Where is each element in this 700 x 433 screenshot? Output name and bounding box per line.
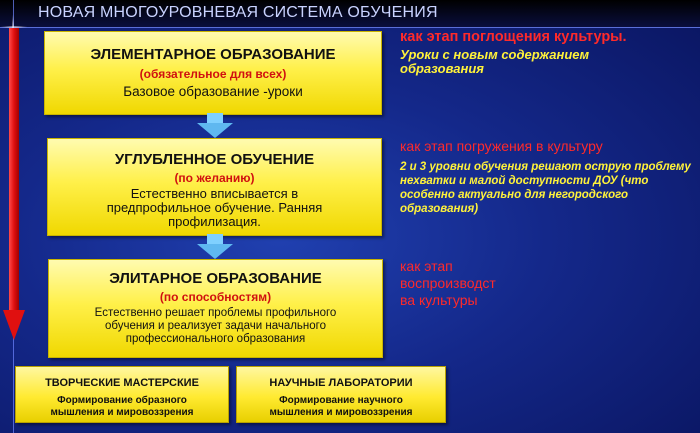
stage-label-absorption: как этап поглощения культуры.: [400, 29, 627, 45]
level-heading: УГЛУБЛЕННОЕ ОБУЧЕНИЕ: [114, 151, 315, 168]
red-arrow-shaft: [9, 28, 19, 310]
blue-arrow-head: [197, 123, 233, 138]
level-box-elementary: [44, 31, 382, 115]
level-box-advanced: [47, 138, 382, 236]
blue-arrow-head: [197, 244, 233, 259]
level-body: Естественно вписывается в предпрофильное обучение. Ранняя профилизация.: [106, 186, 323, 229]
level-note: (по способностям): [159, 290, 272, 304]
page-title: НОВАЯ МНОГОУРОВНЕВАЯ СИСТЕМА ОБУЧЕНИЯ: [38, 4, 438, 21]
level-heading: ЭЛИТАРНОЕ ОБРАЗОВАНИЕ: [109, 270, 322, 287]
level-note: (обязательное для всех): [139, 67, 287, 81]
level-note: (по желанию): [174, 171, 255, 185]
blue-down-arrow-1: [196, 113, 234, 139]
stage-detail-levels: 2 и 3 уровни обучения решают острую проблему нехватки и малой доступности ДОУ (что особенно актуально для негородского образования): [400, 161, 691, 215]
sub-box-science-labs: [236, 366, 446, 423]
stage-detail-lessons: Уроки с новым содержанием образования: [400, 47, 590, 76]
blue-arrow-shaft: [207, 234, 223, 244]
blue-arrow-shaft: [207, 113, 223, 123]
stage-label-immersion: как этап погружения в культуру: [400, 138, 603, 154]
blue-down-arrow-2: [196, 234, 234, 260]
level-body: Естественно решает проблемы профильного обучения и реализует задачи начального профессионального образования: [94, 307, 337, 345]
sub-box-body: Формирование научного мышления и мировоззрения: [269, 395, 413, 418]
red-arrow-head: [3, 310, 25, 340]
sub-box-body: Формирование образного мышления и мировоззрения: [50, 395, 194, 418]
sub-box-heading: НАУЧНЫЕ ЛАБОРАТОРИИ: [269, 377, 413, 389]
stage-label-reproduction: как этап воспроизводст ва культуры: [400, 258, 496, 308]
sub-box-creative-workshops: [15, 366, 229, 423]
title-underline: [0, 27, 700, 28]
level-body: Базовое образование -уроки: [123, 84, 303, 99]
level-box-elite: [48, 259, 383, 358]
sub-box-heading: ТВОРЧЕСКИЕ МАСТЕРСКИЕ: [45, 377, 199, 389]
level-heading: ЭЛЕМЕНТАРНОЕ ОБРАЗОВАНИЕ: [90, 46, 336, 63]
